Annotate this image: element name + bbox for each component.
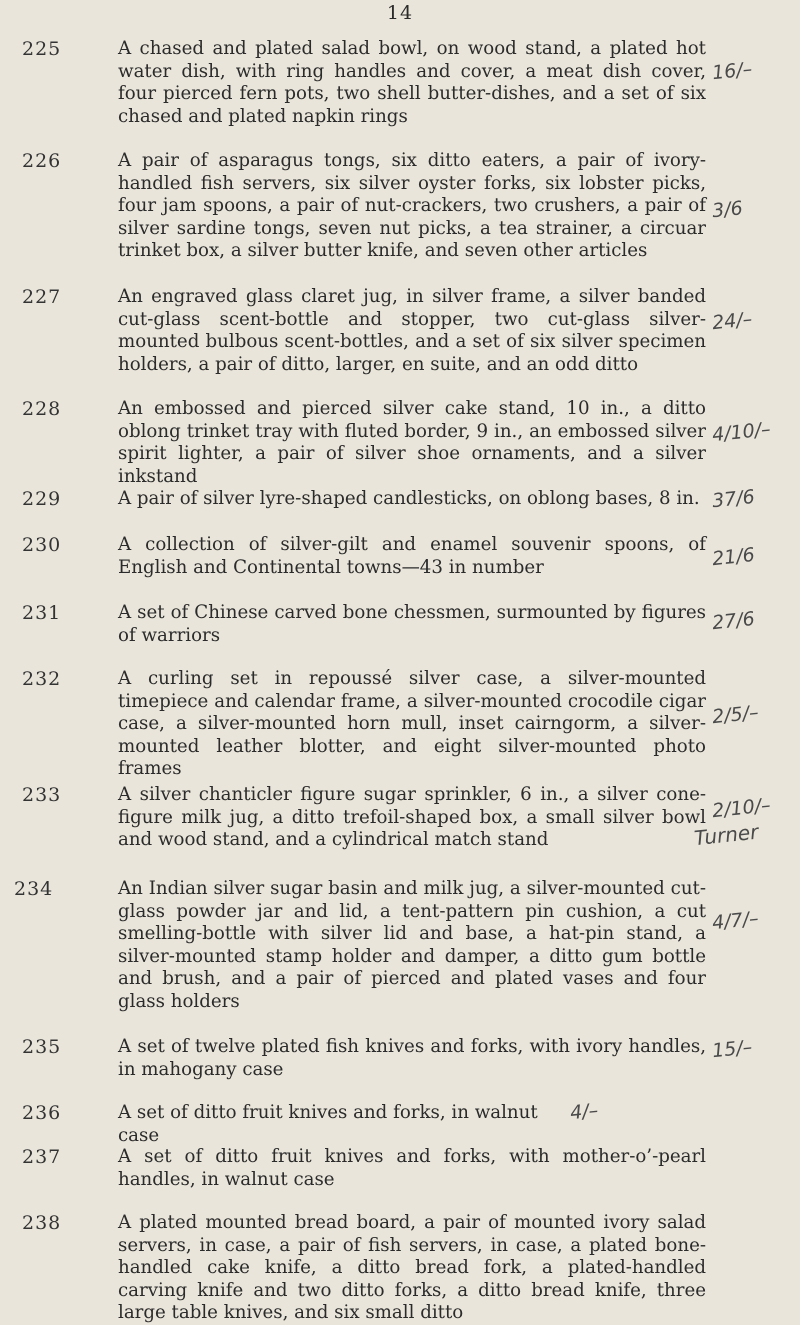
lot-number: 233	[22, 784, 62, 806]
price-note: 2/5/–	[711, 701, 760, 729]
price-note: 21/6	[711, 543, 756, 571]
price-note: 27/6	[711, 607, 756, 635]
lot-description: A set of twelve plated fish knives and forks, with ivory handles, in mahogany case	[118, 1036, 706, 1080]
lot-description: A set of ditto fruit knives and forks, with mother-o’-pearl handles, in walnut case	[118, 1146, 706, 1190]
lot-description: An engraved glass claret jug, in silver frame, a silver banded cut-glass scent-bottle and stopper, two cut-glass silver-mounted bulbous scent-bottles, and a set of six silver specimen holders, a pair of ditto, larger, en suite, and an odd ditto	[118, 286, 706, 375]
lot-description: A collection of silver-gilt and enamel souvenir spoons, of English and Continental towns—43 in number	[118, 534, 706, 578]
lot-number: 231	[22, 602, 62, 624]
lot-number: 227	[22, 286, 62, 308]
lot-number: 232	[22, 668, 62, 690]
lot-description: A silver chanticler figure sugar sprinkler, 6 in., a silver cone-figure milk jug, a ditto trefoil-shaped box, a small silver bowl and wood stand, and a cylindrical match stand	[118, 784, 706, 851]
price-note: 37/6	[711, 485, 756, 513]
lot-number: 225	[22, 38, 62, 60]
lot-number: 236	[22, 1102, 62, 1124]
lot-number: 228	[22, 398, 62, 420]
price-note: 4/7/–	[711, 907, 760, 935]
lot-number: 237	[22, 1146, 62, 1168]
lot-description: A curling set in repoussé silver case, a silver-mounted timepiece and calendar frame, a silver-mounted crocodile cigar case, a silver-mounted horn mull, inset cairngorm, a silver-mounted leather blotter, and eight silver-mounted photo frames	[118, 668, 706, 780]
price-note: 3/6	[711, 197, 744, 223]
lot-description: An Indian silver sugar basin and milk jug, a silver-mounted cut-glass powder jar and lid, a tent-pattern pin cushion, a cut smelling-bottle with silver lid and base, a hat-pin stand, a silver-mounted stamp holder and damper, a ditto gum bottle and brush, and a pair of pierced and plated vases and four glass holders	[118, 878, 706, 1012]
lot-description: A set of Chinese carved bone chessmen, surmounted by figures of warriors	[118, 602, 706, 646]
price-note: 2/10/–	[711, 794, 772, 823]
margin-note: Turner	[692, 819, 760, 851]
lot-number: 238	[22, 1212, 62, 1234]
lot-description: A plated mounted bread board, a pair of mounted ivory salad servers, in case, a pair of fish servers, in case, a plated bone-handled cake knife, a ditto bread fork, a plated-handled carving knife and two ditto forks, a ditto bread knife, three large table knives, and six small ditto	[118, 1212, 706, 1324]
price-note: 16/–	[711, 58, 754, 85]
lot-description: A pair of asparagus tongs, six ditto eaters, a pair of ivory-handled fish servers, six silver oyster forks, six lobster picks, four jam spoons, a pair of nut-crackers, two crushers, a pair of silver sardine tongs, seven nut picks, a tea strainer, a circuar trinket box, a silver butter knife, and seven other articles	[118, 150, 706, 262]
lot-description: A chased and plated salad bowl, on wood stand, a plated hot water dish, with ring handles and cover, a meat dish cover, four pierced fern pots, two shell butter-dishes, and a set of six chased and plated napkin rings	[118, 38, 706, 127]
lot-number: 235	[22, 1036, 62, 1058]
lot-number: 229	[22, 488, 62, 510]
lot-description: A set of ditto fruit knives and forks, in walnut case	[118, 1102, 538, 1146]
lot-description: An embossed and pierced silver cake stand, 10 in., a ditto oblong trinket tray with fluted border, 9 in., an embossed silver spirit lighter, a pair of silver shoe ornaments, and a silver inkstand	[118, 398, 706, 487]
price-note: 4/–	[569, 1099, 600, 1125]
lot-description: A pair of silver lyre-shaped candlesticks, on oblong bases, 8 in.	[118, 488, 700, 509]
lot-number: 234	[14, 878, 54, 900]
price-note: 24/–	[711, 308, 754, 335]
lot-number: 230	[22, 534, 62, 556]
page-number: 14	[386, 2, 414, 24]
price-note: 15/–	[711, 1036, 754, 1063]
lot-number: 226	[22, 150, 62, 172]
price-note: 4/10/–	[711, 418, 772, 447]
